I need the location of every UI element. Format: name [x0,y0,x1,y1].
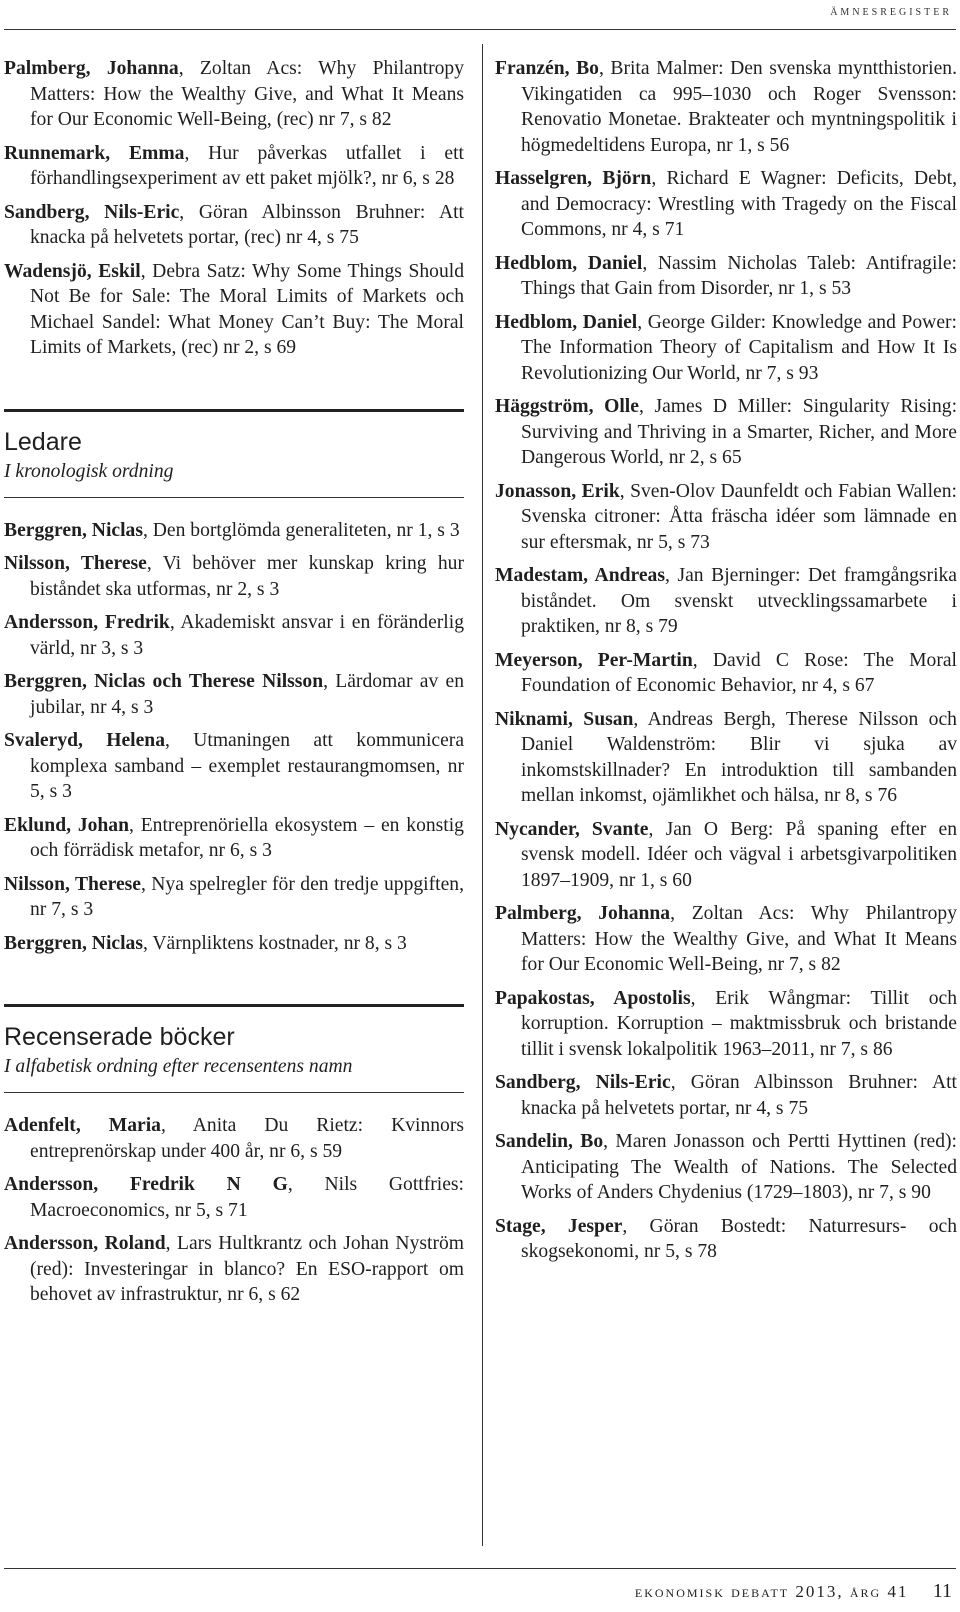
entry-author: Nycander, Svante [495,818,649,840]
section-title: Ledare [4,427,82,456]
entry-text: , Jan Bjerninger: Det framgångsrika biståndet. Om svenskt utvecklingssamarbete i praktiken, nr 8, s 79 [521,565,958,637]
entry-text: , Nils Gottfries: Macroeconomics, nr 5, s 71 [30,1174,464,1221]
index-entry [495,1070,957,1121]
entry-author: Hedblom, Daniel [495,252,643,274]
entry-author: Jonasson, Erik [495,480,620,502]
index-entry [4,1113,464,1164]
index-entry [495,901,957,978]
index-entry [495,817,957,894]
entry-text: , Erik Wångmar: Tillit och korruption. Korruption – maktmissbruk och bristande tillit i svensk lokalpolitik 1963–2011, nr 7, s 86 [521,987,958,1060]
index-entry [495,986,957,1063]
section-subtitle: I alfabetisk ordning efter recensentens namn [4,1056,353,1077]
entry-author: Sandberg, Nils-Eric [4,201,180,223]
section-divider [4,497,464,498]
index-entry [4,1231,464,1308]
entry-text: , Brita Malmer: Den svenska myntthistorien. Vikingatiden ca 995–1030 och Roger Svensson: Renovatio Monetae. Brakteater och myntningspolitik i högmedeltidens Europa, nr 1, s 56 [521,58,958,156]
section-divider [4,1004,464,1007]
entry-text: , Hur påverkas utfallet i ett förhandlingsexperiment av ett paket mjölk?, nr 6, s 28 [30,142,464,189]
entry-author: Sandelin, Bo [495,1131,604,1152]
entry-author: Eklund, Johan [4,814,129,836]
right-entries [495,56,957,1265]
entry-text: , Den bortglömda generaliteten, nr 1, s 3 [142,519,460,541]
entry-author: Franzén, Bo [495,58,599,79]
running-head: ämnesregister [830,4,952,19]
entry-author: Hedblom, Daniel [495,311,638,333]
entry-text: , Entreprenöriella ekosystem – en konstig och förrädisk metafor, nr 6, s 3 [30,814,464,861]
entry-text: , Anita Du Rietz: Kvinnors entreprenörskap under 400 år, nr 6, s 59 [30,1115,464,1162]
bottom-rule [4,1568,956,1569]
entry-author: Hasselgren, Björn [495,168,652,189]
entry-author: Papakostas, Apostolis [495,987,691,1009]
entry-text: , Andreas Bergh, Therese Nilsson och Daniel Waldenström: Blir vi sjuka av inkomstskillnader? En introduktion till sambanden mellan inkomst, ojämlikhet och hälsa, nr 8, s 76 [521,708,957,806]
entry-text: , Göran Albinsson Bruhner: Att knacka på helvetets portar, nr 4, s 75 [521,1072,957,1119]
entry-author: Wadensjö, Eskil [4,260,141,282]
entry-author: Stage, Jesper [495,1215,623,1237]
entry-text: , Jan O Berg: På spaning efter en svensk modell. Idéer och vägval i arbetsgivarpolitiken 1897–1909, nr 1, s 60 [521,818,957,891]
index-entry [4,931,464,957]
entry-text: , Göran Albinsson Bruhner: Att knacka på helvetets portar, (rec) nr 4, s 75 [30,201,464,248]
section-divider [4,1092,464,1093]
index-entry [495,1129,957,1206]
entry-text: , Sven-Olov Daunfeldt och Fabian Wallen: Svenska citroner: Åtta fräscha idéer som lämnade en sur eftersmak, nr 5, s 73 [521,480,957,553]
column-divider [482,44,483,1546]
entry-text: , Lärdomar av en jubilar, nr 4, s 3 [30,671,465,718]
entry-text: , Göran Bostedt: Naturresurs- och skogsekonomi, nr 5, s 78 [521,1215,958,1262]
ledare-entries [4,518,464,957]
entry-author: Andersson, Roland [4,1233,166,1254]
left-column [4,56,464,1316]
entry-author: Palmberg, Johanna [495,903,671,924]
index-entry [495,648,957,699]
entry-author: Adenfelt, Maria [4,1115,161,1136]
entry-text: , Lars Hultkrantz och Johan Nyström (red): Investeringar in blanco? En ESO-rapport om behovet av infrastruktur, nr 6, s 62 [30,1233,465,1305]
index-entry [495,1214,957,1265]
entry-text: , James D Miller: Singularity Rising: Surviving and Thriving in a Smarter, Richer, and More Dangerous World, nr 2, s 65 [521,396,958,468]
entry-author: Berggren, Niclas [4,932,143,954]
entry-author: Meyerson, Per-Martin [495,649,693,671]
recenserade-section [4,1004,464,1308]
entry-author: Svaleryd, Helena [4,730,166,751]
index-entry [495,56,957,158]
index-entry [4,141,464,192]
entry-text: , Zoltan Acs: Why Philantropy Matters: How the Wealthy Give, and What It Means for Our Economic Well-Being, nr 7, s 82 [521,903,957,975]
entry-text: , Utmaningen att kommunicera komplexa samband – exemplet restaurangmomsen, nr 5, s 3 [30,730,465,802]
entry-author: Berggren, Niclas och Therese Nilsson [4,671,324,692]
index-entry [4,259,464,361]
entry-author: Runnemark, Emma [4,142,185,164]
entry-text: , Nassim Nicholas Taleb: Antifragile: Things that Gain from Disorder, nr 1, s 53 [521,252,957,299]
index-entry [4,669,464,720]
entry-author: Niknami, Susan [495,708,634,730]
entry-author: Madestam, Andreas [495,565,665,586]
left-top-entries [4,56,464,361]
entry-text: , Vi behöver mer kunskap kring hur biståndet ska utformas, nr 2, s 3 [30,553,464,600]
index-entry [495,394,957,471]
index-entry [4,728,464,805]
entry-author: Andersson, Fredrik [4,612,170,633]
journal-name: ekonomisk debatt 2013, årg 41 [634,1582,909,1601]
index-entry [4,551,464,602]
index-entry [4,872,464,923]
index-entry [4,1172,464,1223]
index-entry [4,610,464,661]
page-footer [635,1580,952,1603]
ledare-section [4,409,464,957]
index-entry [495,310,957,387]
index-entry [495,166,957,243]
entry-text: , Zoltan Acs: Why Philantropy Matters: How the Wealthy Give, and What It Means for Our Economic Well-Being, (rec) nr 7, s 82 [30,58,465,130]
entry-text: , Akademiskt ansvar i en föränderlig värld, nr 3, s 3 [30,612,464,659]
entry-author: Nilsson, Therese [4,873,141,895]
entry-text: , Nya spelregler för den tredje uppgiften, nr 7, s 3 [30,873,464,920]
entry-author: Andersson, Fredrik N G [4,1174,288,1195]
entry-text: , Maren Jonasson och Pertti Hyttinen (red): Anticipating The Wealth of Nations. The Selected Works of Anders Chydenius (1729–1803), nr 7, s 90 [521,1131,957,1203]
top-rule [4,29,956,30]
index-entry [4,56,464,133]
index-entry [4,813,464,864]
entry-author: Sandberg, Nils-Eric [495,1072,671,1093]
recenserade-entries [4,1113,464,1308]
index-entry [495,479,957,556]
entry-text: , Debra Satz: Why Some Things Should Not Be for Sale: The Moral Limits of Markets och Michael Sandel: What Money Can’t Buy: The Moral Limits of Markets, (rec) nr 2, s 69 [30,260,464,358]
entry-author: Berggren, Niclas [4,519,143,541]
entry-author: Häggström, Olle [495,396,639,417]
index-entry [495,251,957,302]
entry-author: Palmberg, Johanna [4,58,179,79]
index-entry [495,563,957,640]
index-entry [4,518,464,544]
section-divider [4,409,464,412]
index-entry [4,200,464,251]
index-entry [495,707,957,809]
section-title: Recenserade böcker [4,1023,235,1051]
page-number: 11 [932,1580,952,1602]
entry-text: , Värnpliktens kostnader, nr 8, s 3 [142,932,407,954]
section-subtitle: I kronologisk ordning [4,460,174,482]
entry-text: , Richard E Wagner: Deficits, Debt, and Democracy: Wrestling with Tragedy on the Fiscal Commons, nr 4, s 71 [521,168,957,240]
entry-author: Nilsson, Therese [4,553,147,574]
entry-text: , George Gilder: Knowledge and Power: The Information Theory of Capitalism and How It Is Revolutionizing Our World, nr 7, s 93 [521,311,957,384]
right-column [495,56,957,1273]
entry-text: , David C Rose: The Moral Foundation of Economic Behavior, nr 4, s 67 [521,649,957,696]
